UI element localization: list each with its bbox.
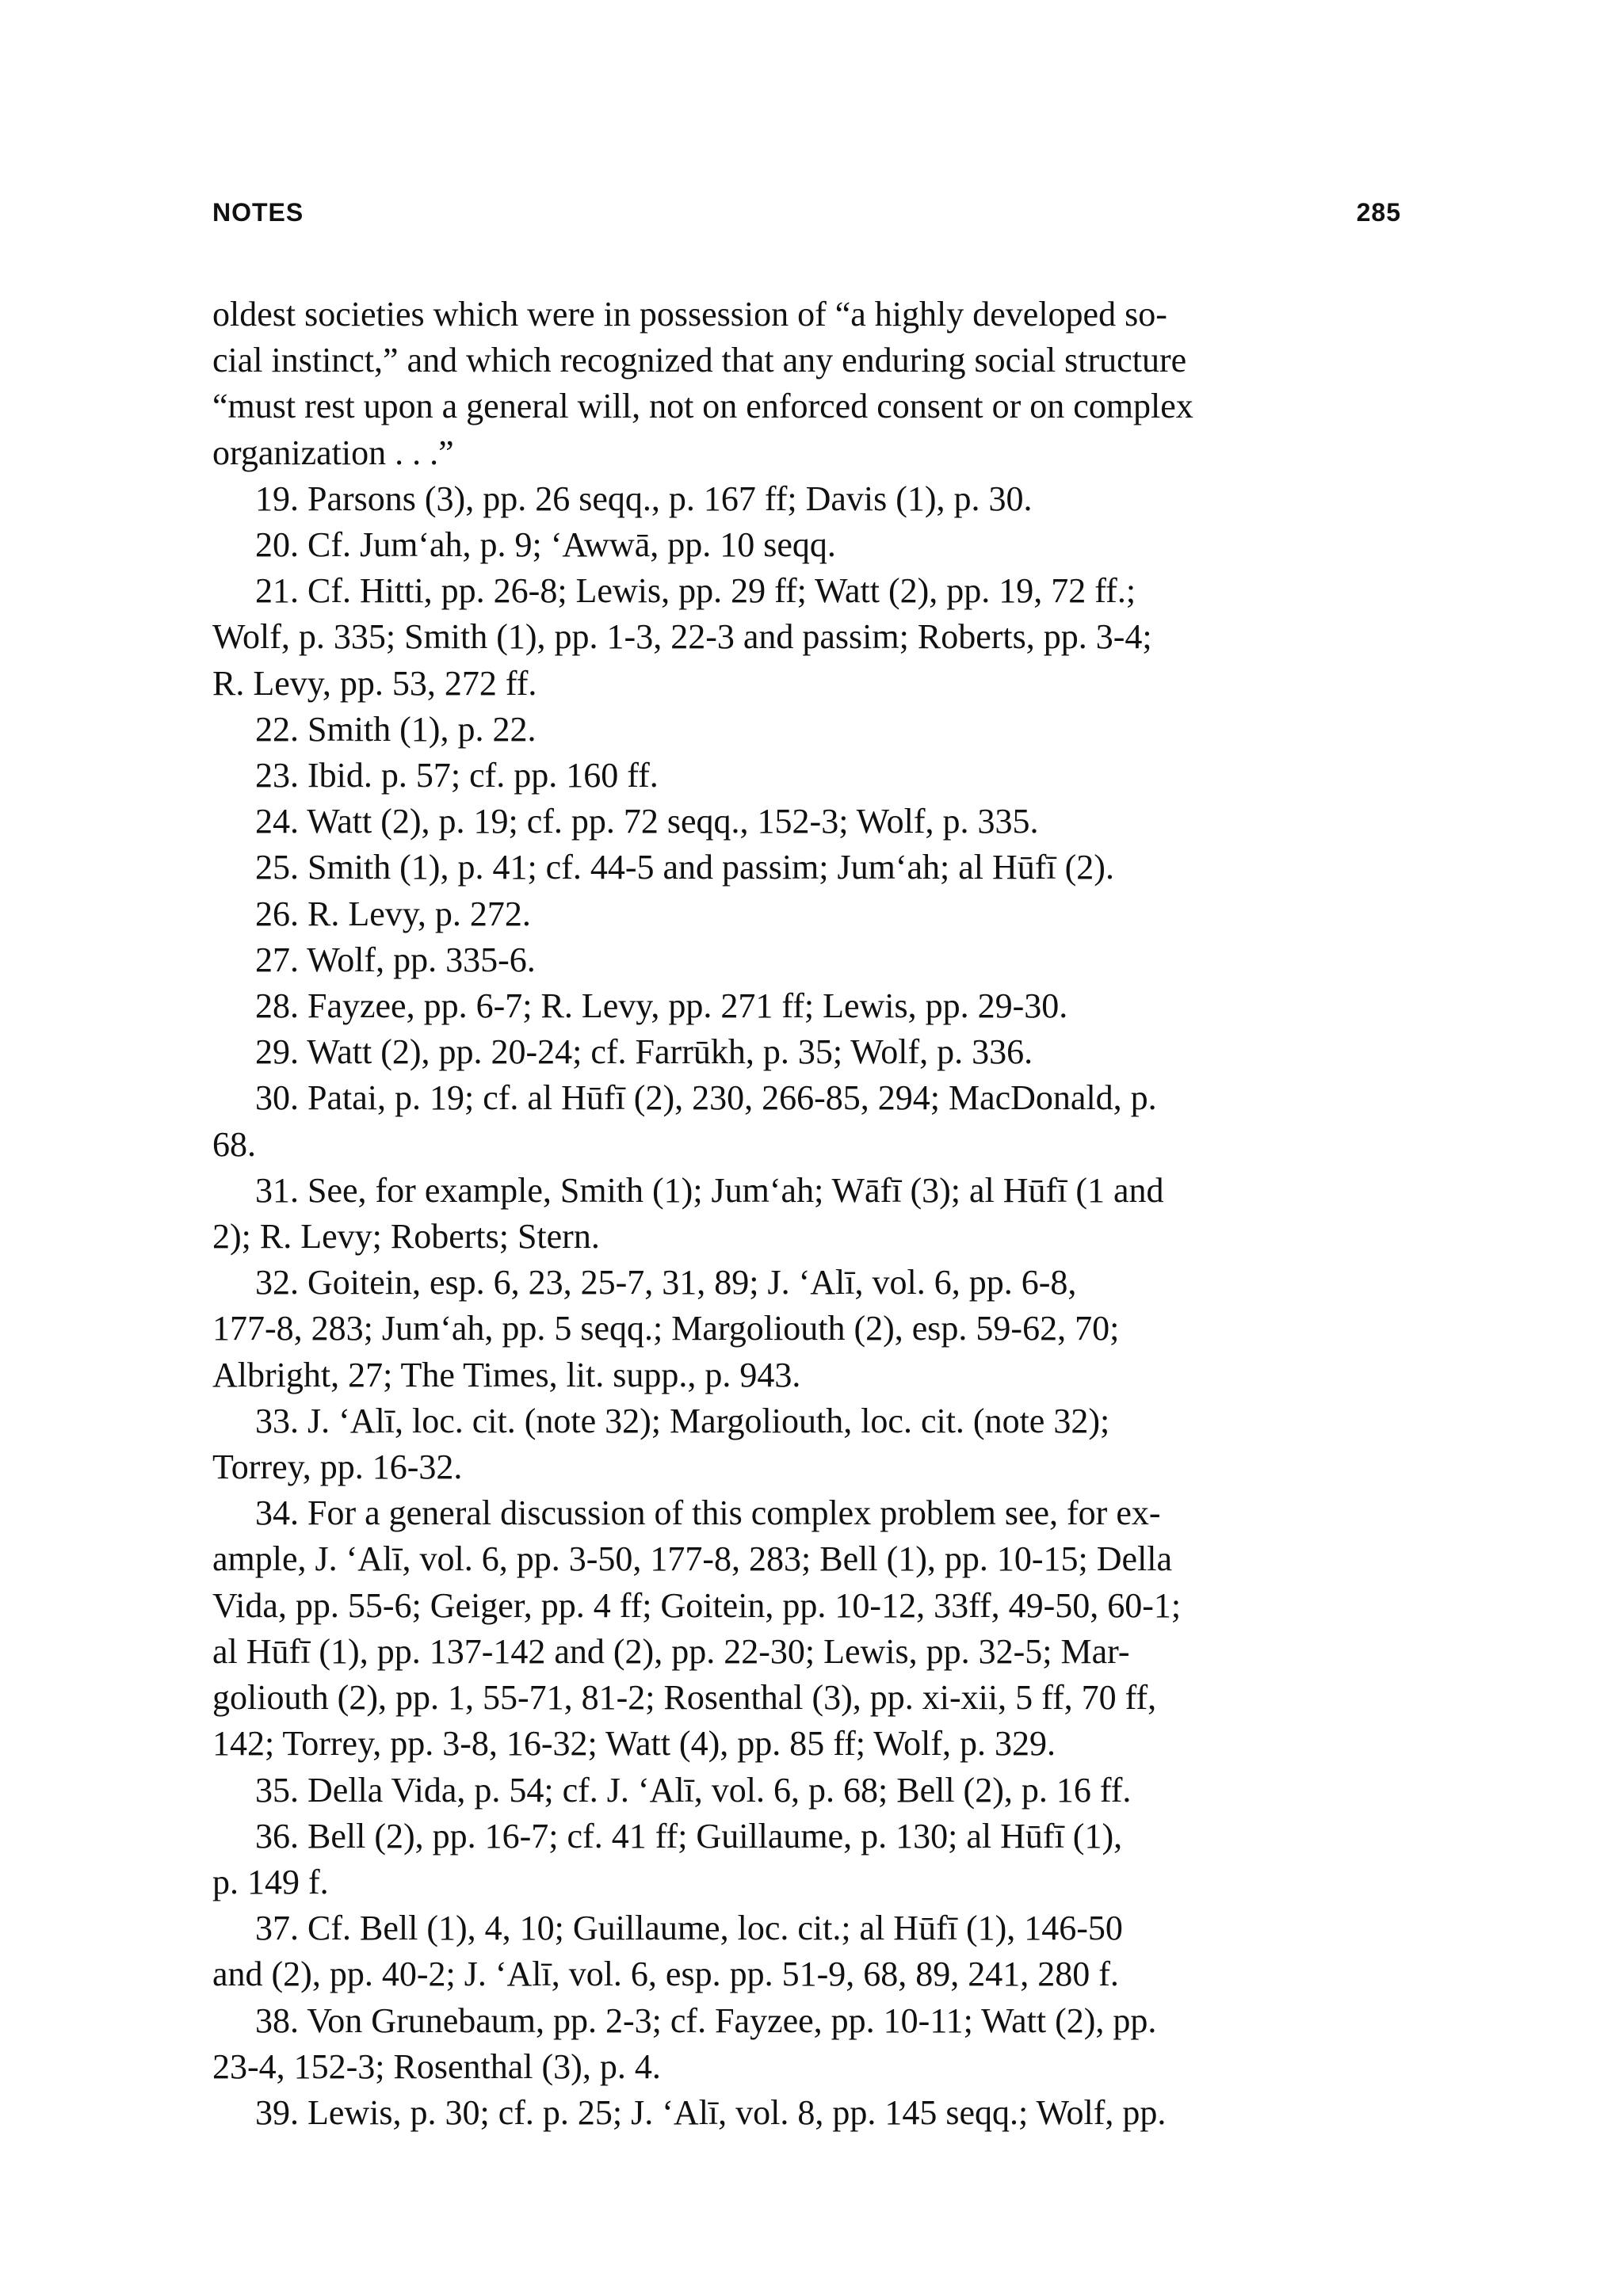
text-line: 2); R. Levy; Roberts; Stern. [212, 1217, 600, 1257]
text-line: “must rest upon a general will, not on enforced consent or on complex [212, 387, 1193, 426]
note-38: 38. Von Grunebaum, pp. 2-3; cf. Fayzee, pp. 10-11; Watt (2), pp. [255, 2000, 1157, 2040]
text-line: organization . . .” [212, 433, 454, 472]
text-line: and (2), pp. 40-2; J. ‘Alī, vol. 6, esp. pp. 51-9, 68, 89, 241, 280 f. [212, 1955, 1119, 1994]
text-line: Vida, pp. 55-6; Geiger, pp. 4 ff; Goitein, pp. 10-12, 33ff, 49-50, 60-1; [212, 1585, 1182, 1625]
note-37: 37. Cf. Bell (1), 4, 10; Guillaume, loc. cit.; al Hūfī (1), 146-50 [255, 1909, 1123, 1948]
text-line: Albright, 27; The Times, lit. supp., p. 943. [212, 1355, 801, 1394]
note-21: 21. Cf. Hitti, pp. 26-8; Lewis, pp. 29 ff; Watt (2), pp. 19, 72 ff.; [255, 571, 1136, 611]
text-line: p. 149 f. [212, 1862, 329, 1901]
running-head [212, 198, 1401, 227]
note-23: 23. Ibid. p. 57; cf. pp. 160 ff. [255, 756, 659, 795]
note-22: 22. Smith (1), p. 22. [255, 709, 537, 749]
note-32: 32. Goitein, esp. 6, 23, 25-7, 31, 89; J. ‘Alī, vol. 6, pp. 6-8, [255, 1263, 1077, 1302]
note-35: 35. Della Vida, p. 54; cf. J. ‘Alī, vol. 6, p. 68; Bell (2), p. 16 ff. [255, 1770, 1132, 1810]
text-line: Wolf, p. 335; Smith (1), pp. 1-3, 22-3 and passim; Roberts, pp. 3-4; [212, 617, 1152, 657]
page-number: 285 [1356, 198, 1401, 227]
text-line: R. Levy, pp. 53, 272 ff. [212, 663, 537, 703]
text-line: 68. [212, 1124, 256, 1164]
note-26: 26. R. Levy, p. 272. [255, 894, 531, 933]
note-36: 36. Bell (2), pp. 16-7; cf. 41 ff; Guillaume, p. 130; al Hūfī (1), [255, 1816, 1123, 1855]
text-line: goliouth (2), pp. 1, 55-71, 81-2; Rosenthal (3), pp. xi-xii, 5 ff, 70 ff, [212, 1678, 1157, 1718]
text-line: 177-8, 283; Jum‘ah, pp. 5 seqq.; Margoliouth (2), esp. 59-62, 70; [212, 1309, 1120, 1348]
text-line: 23-4, 152-3; Rosenthal (3), p. 4. [212, 2046, 661, 2086]
note-31: 31. See, for example, Smith (1); Jum‘ah; Wāfī (3); al Hūfī (1 and [255, 1170, 1164, 1210]
note-34: 34. For a general discussion of this complex problem see, for ex- [255, 1493, 1161, 1533]
text-line: ample, J. ‘Alī, vol. 6, pp. 3-50, 177-8, 283; Bell (1), pp. 10-15; Della [212, 1539, 1173, 1579]
note-25: 25. Smith (1), p. 41; cf. 44-5 and passim; Jum‘ah; al Hūfī (2). [255, 848, 1114, 887]
note-39: 39. Lewis, p. 30; cf. p. 25; J. ‘Alī, vol. 8, pp. 145 seqq.; Wolf, pp. [255, 2092, 1167, 2132]
note-33: 33. J. ‘Alī, loc. cit. (note 32); Margoliouth, loc. cit. (note 32); [255, 1401, 1110, 1440]
text-line: al Hūfī (1), pp. 137-142 and (2), pp. 22-30; Lewis, pp. 32-5; Mar- [212, 1631, 1130, 1671]
text-line: cial instinct,” and which recognized that any enduring social structure [212, 341, 1187, 380]
notes-text [212, 292, 1401, 2136]
text-line: 142; Torrey, pp. 3-8, 16-32; Watt (4), pp. 85 ff; Wolf, p. 329. [212, 1724, 1056, 1764]
note-30: 30. Patai, p. 19; cf. al Hūfī (2), 230, 266-85, 294; MacDonald, p. [255, 1078, 1157, 1118]
text-line: oldest societies which were in possession of “a highly developed so- [212, 295, 1167, 334]
note-20: 20. Cf. Jum‘ah, p. 9; ‘Awwā, pp. 10 seqq. [255, 525, 836, 565]
note-27: 27. Wolf, pp. 335-6. [255, 940, 536, 979]
note-19: 19. Parsons (3), pp. 26 seqq., p. 167 ff; Davis (1), p. 30. [255, 479, 1033, 518]
text-line: Torrey, pp. 16-32. [212, 1447, 463, 1487]
note-28: 28. Fayzee, pp. 6-7; R. Levy, pp. 271 ff; Lewis, pp. 29-30. [255, 986, 1068, 1026]
section-title: NOTES [212, 198, 304, 227]
note-29: 29. Watt (2), pp. 20-24; cf. Farrūkh, p. 35; Wolf, p. 336. [255, 1032, 1033, 1072]
note-24: 24. Watt (2), p. 19; cf. pp. 72 seqq., 152-3; Wolf, p. 335. [255, 802, 1039, 841]
